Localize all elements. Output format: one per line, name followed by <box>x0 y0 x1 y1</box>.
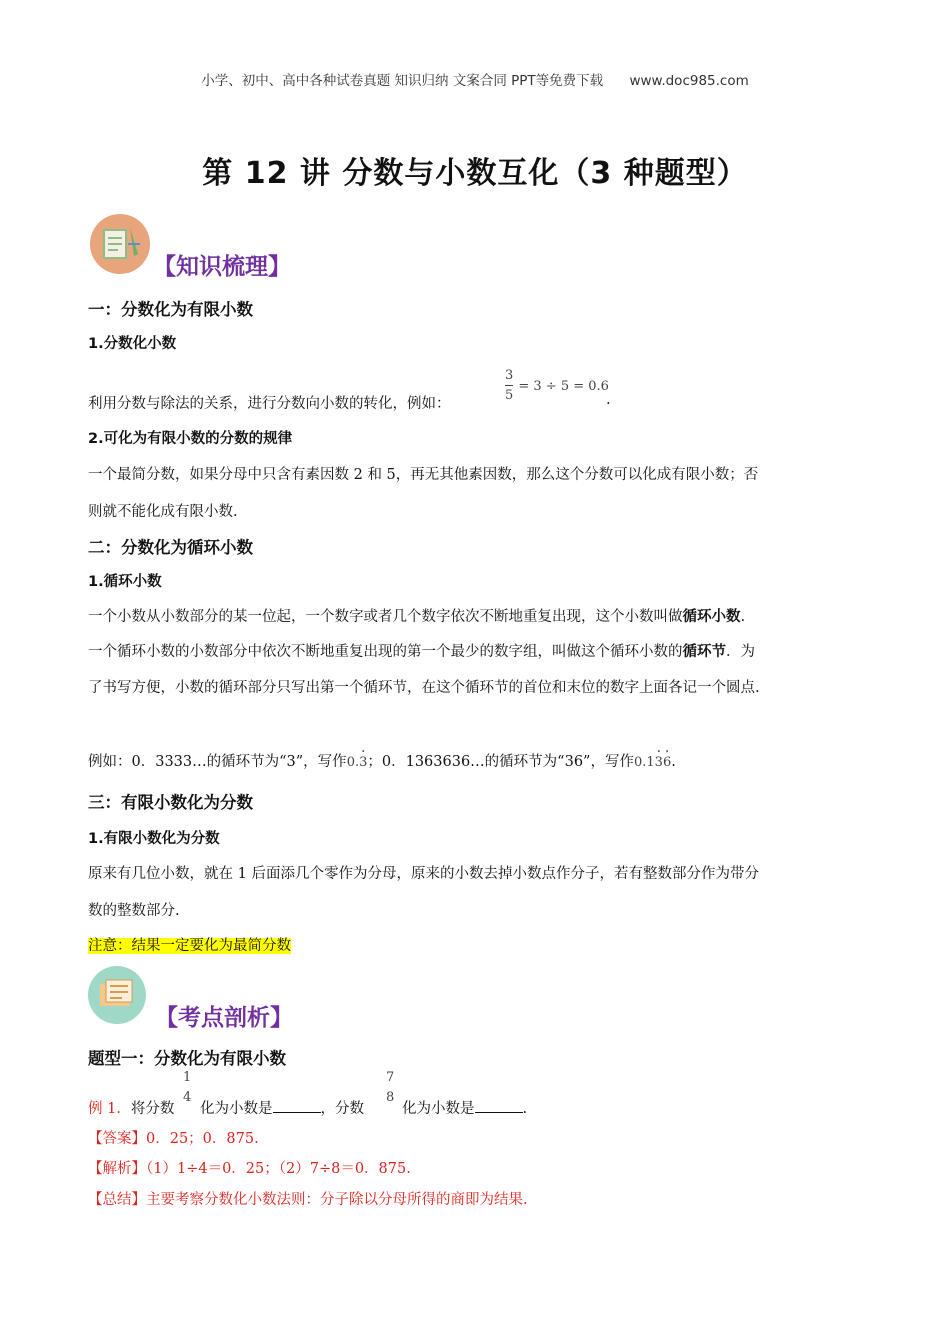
section3-para1a: 原来有几位小数，就在 1 后面添几个零作为分母，原来的小数去掉小数点作分子，若有整数部分作为带分 <box>88 866 759 882</box>
repeating-decimal-0-136: 0.13 ·6 · <box>634 755 671 770</box>
knowledge-icon <box>90 214 150 274</box>
answer-line: 【答案】0．25；0．875. <box>88 1131 259 1147</box>
header-text: 小学、初中、高中各种试卷真题 知识归纳 文案合同 PPT等免费下载 <box>201 73 604 89</box>
section2-heading: 二：分数化为循环小数 <box>88 538 253 557</box>
page-title: 第 12 讲 分数与小数互化（3 种题型） <box>202 156 748 191</box>
example-1-part3: 化为小数是 . <box>402 1101 528 1117</box>
fraction-3-5: $\frac{3}{5}$ <box>505 368 514 403</box>
section2-example: 例如：0．3333…的循环节为“3”，写作0.3 ·；0．1363636…的循环节为“36”，写作0.13 ·6 ·. <box>88 750 676 771</box>
section1-para1-end: . <box>606 392 611 408</box>
section1-sub2: 2.可化为有限小数的分数的规律 <box>88 431 293 447</box>
section2-para2a: 一个循环小数的小数部分中依次不断地重复出现的第一个最少的数字组，叫做这个循环小数的循环节．为 <box>88 644 755 660</box>
formula-3-5: $\frac{3}{5}$ = 3 ÷ 5 = 0.6 <box>505 368 609 403</box>
section1-heading: 一：分数化为有限小数 <box>88 300 253 319</box>
section1-para2b: 则就不能化成有限小数. <box>88 504 238 520</box>
fraction-7-8: 7 8 <box>386 1070 395 1105</box>
section1-para2a: 一个最简分数，如果分母中只含有素因数 2 和 5，再无其他素因数，那么这个分数可以化成有限小数；否 <box>88 467 759 483</box>
section2-para2b: 了书写方便，小数的循环部分只写出第一个循环节，在这个循环节的首位和末位的数字上面各记一个圆点. <box>88 680 760 696</box>
section1-sub1: 1.分数化小数 <box>88 336 177 352</box>
section2-sub1: 1.循环小数 <box>88 574 162 590</box>
example-1-part2: 化为小数是 ，分数 <box>200 1101 364 1117</box>
analysis-banner: 【考点剖析】 <box>155 1005 293 1031</box>
answer-blank-1[interactable] <box>273 1112 321 1113</box>
section2-para1: 一个小数从小数部分的某一位起，一个数字或者几个数字依次不断地重复出现，这个小数叫做循环小数. <box>88 609 746 625</box>
section3-sub1: 1.有限小数化为分数 <box>88 831 220 847</box>
header-url[interactable]: www.doc985.com <box>629 73 749 89</box>
solution-line: 【解析】（1）1÷4＝0．25；（2）7÷8＝0．875. <box>88 1161 411 1177</box>
repeating-decimal-0-3: 0.3 · <box>347 755 368 770</box>
knowledge-banner: 【知识梳理】 <box>153 254 291 280</box>
answer-blank-2[interactable] <box>475 1112 523 1113</box>
section1-para1: 利用分数与除法的关系，进行分数向小数的转化，例如： <box>88 396 451 412</box>
type1-heading: 题型一：分数化为有限小数 <box>88 1049 286 1068</box>
analysis-icon <box>88 966 146 1024</box>
section3-para1b: 数的整数部分. <box>88 903 180 919</box>
fraction-1-4: 1 4 <box>183 1070 192 1105</box>
section3-heading: 三：有限小数化为分数 <box>88 793 253 812</box>
example-1: 例 1．将分数 <box>88 1101 175 1117</box>
page-header <box>0 69 950 89</box>
note-highlight: 注意：结果一定要化为最简分数 <box>88 938 291 954</box>
summary-line: 【总结】主要考察分数化小数法则：分子除以分母所得的商即为结果. <box>88 1192 528 1208</box>
